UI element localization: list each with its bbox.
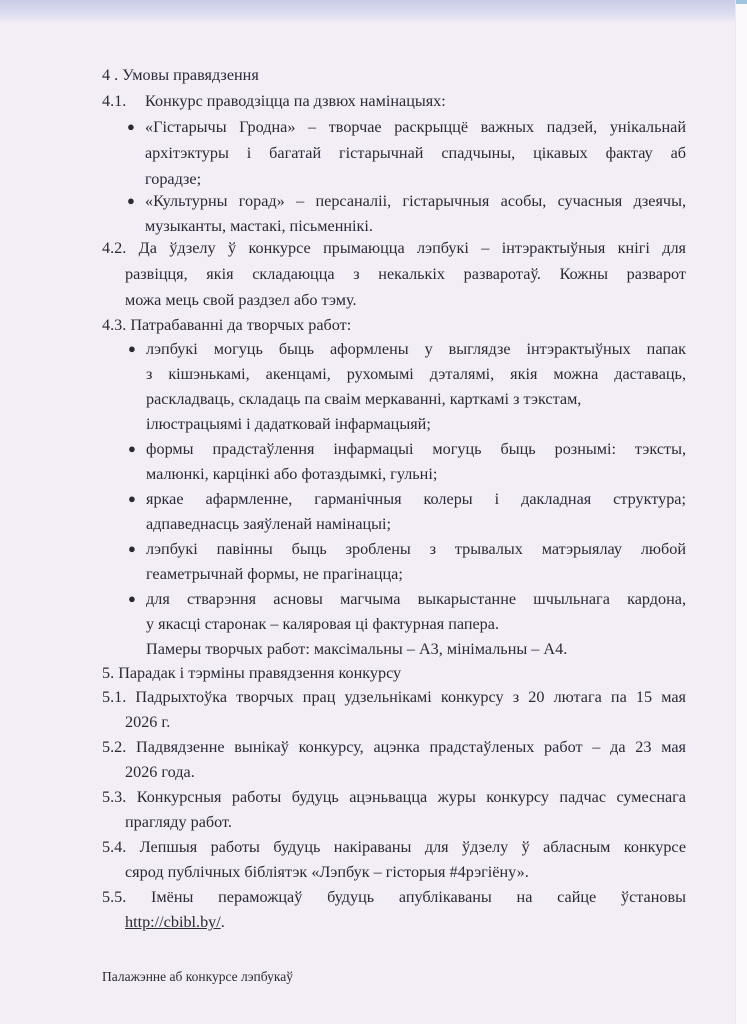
bullet-icon: ● xyxy=(128,491,136,506)
item-5-5-line-2 xyxy=(125,909,225,935)
bullet-icon: ● xyxy=(128,541,136,556)
section-4-heading: 4 . Умовы правядзення xyxy=(102,66,259,84)
sizes-note: Памеры творчых работ: максімальны – А3, мінімальны – А4. xyxy=(146,640,568,658)
item-5-5-line-1: 5.5. Імёны пераможцаў будуць апублікаваны на сайце ўстановы xyxy=(102,888,686,906)
item-5-4-line-1: 5.4. Лепшыя работы будуць накіраваны для ўдзелу ў абласным конкурсе xyxy=(102,838,686,856)
website-link[interactable]: http://cbibl.by/ xyxy=(125,913,221,931)
bullet-icon: ● xyxy=(128,341,136,356)
section-5-heading: 5. Парадак і тэрміны правядзення конкурсу xyxy=(102,664,402,682)
requirement-2-line-2: малюнкі, карцінкі або фотаздымкі, гульні; xyxy=(146,465,438,483)
requirement-1-line-3: раскладваць, складаць па сваім меркаванні, карткамі з тэкстам, xyxy=(146,390,582,408)
link-suffix: . xyxy=(220,913,225,931)
item-5-1-line-2: 2026 г. xyxy=(125,713,171,731)
nomination-1-line-3: горадзе; xyxy=(145,170,202,188)
item-5-4-line-2: сярод публічных бібліятэк «Лэпбук – гісторыя #4рэгіёну». xyxy=(125,863,529,881)
requirement-1-line-4: ілюстрацыямі і дадатковай інфармацыяй; xyxy=(146,415,431,433)
item-5-1-line-1: 5.1. Падрыхтоўка творчых прац удзельнікамі конкурсу з 20 лютага па 15 мая xyxy=(102,688,686,706)
item-5-2-line-1: 5.2. Падвядзенне вынікаў конкурсу, ацэнка прадстаўленых работ – да 23 мая xyxy=(102,738,686,756)
nomination-1-line-1: «Гістарычы Гродна» – творчае раскрыццё важных падзей, унікальнай xyxy=(145,118,686,136)
page-footer: Палажэнне аб конкурсе лэпбукаў xyxy=(102,969,293,984)
requirement-4-line-1: лэпбукі павінны быць зроблены з трывалых матэрыялау любой xyxy=(146,540,686,558)
bullet-icon: ● xyxy=(128,441,136,456)
requirement-3-line-1: яркае афармленне, гарманічныя колеры і дакладная структура; xyxy=(146,490,686,508)
bullet-icon: ● xyxy=(127,193,135,208)
requirement-5-line-1: для стварэння асновы магчыма выкарыстанне шчыльнага кардона, xyxy=(146,590,686,608)
requirement-3-line-2: адпаведнасць заяўленай намінацыі; xyxy=(146,515,392,533)
item-5-3-line-1: 5.3. Конкурсныя работы будуць ацэньвацца журы конкурсу падчас сумеснага xyxy=(102,788,686,806)
requirement-1-line-1: лэпбукі могуць быць аформлены у выглядзе інтэрактыўных папак xyxy=(146,340,686,358)
nomination-2-line-1: «Культурны горад» – персаналіі, гістарычныя асобы, сучасныя дзеячы, xyxy=(145,192,686,210)
requirement-4-line-2: геаметрычнай формы, не прагінацца; xyxy=(146,565,403,583)
item-4-2-line-1: 4.2. Да ўдзелу ў конкурсе прымаюцца лэпбукі – інтэрактыўныя кнігі для xyxy=(102,239,686,257)
item-4-2-line-3: можа мець свой раздзел або тэму. xyxy=(125,291,357,309)
item-4-2-line-2: развіцця, якія складаюцца з некалькіх разваротаў. Кожны разварот xyxy=(125,265,686,283)
bullet-icon: ● xyxy=(127,119,135,134)
nomination-2-line-2: музыканты, мастакі, пісьменнікі. xyxy=(145,217,373,235)
item-5-3-line-2: прагляду работ. xyxy=(125,813,232,831)
bullet-icon: ● xyxy=(128,591,136,606)
requirement-2-line-1: формы прадстаўлення інфармацыі могуць быць рознымі: тэксты, xyxy=(146,440,686,458)
requirement-5-line-2: у якасці старонак – каляровая ці фактурная папера. xyxy=(146,615,500,633)
requirement-1-line-2: з кішэнькамі, акенцамі, рухомымі дэталямі, якія можна даставаць, xyxy=(146,365,686,383)
item-4-3-heading: 4.3. Патрабаванні да творчых работ: xyxy=(102,316,352,334)
item-4-1-number: 4.1. xyxy=(102,92,127,110)
item-4-1-text: Конкурс праводзіцца па дзвюх намінацыях: xyxy=(145,92,446,110)
item-5-2-line-2: 2026 года. xyxy=(125,763,195,781)
nomination-1-line-2: архітэктуры і багатай гістарычнай спадчыны, цікавых фактау аб xyxy=(145,144,686,162)
